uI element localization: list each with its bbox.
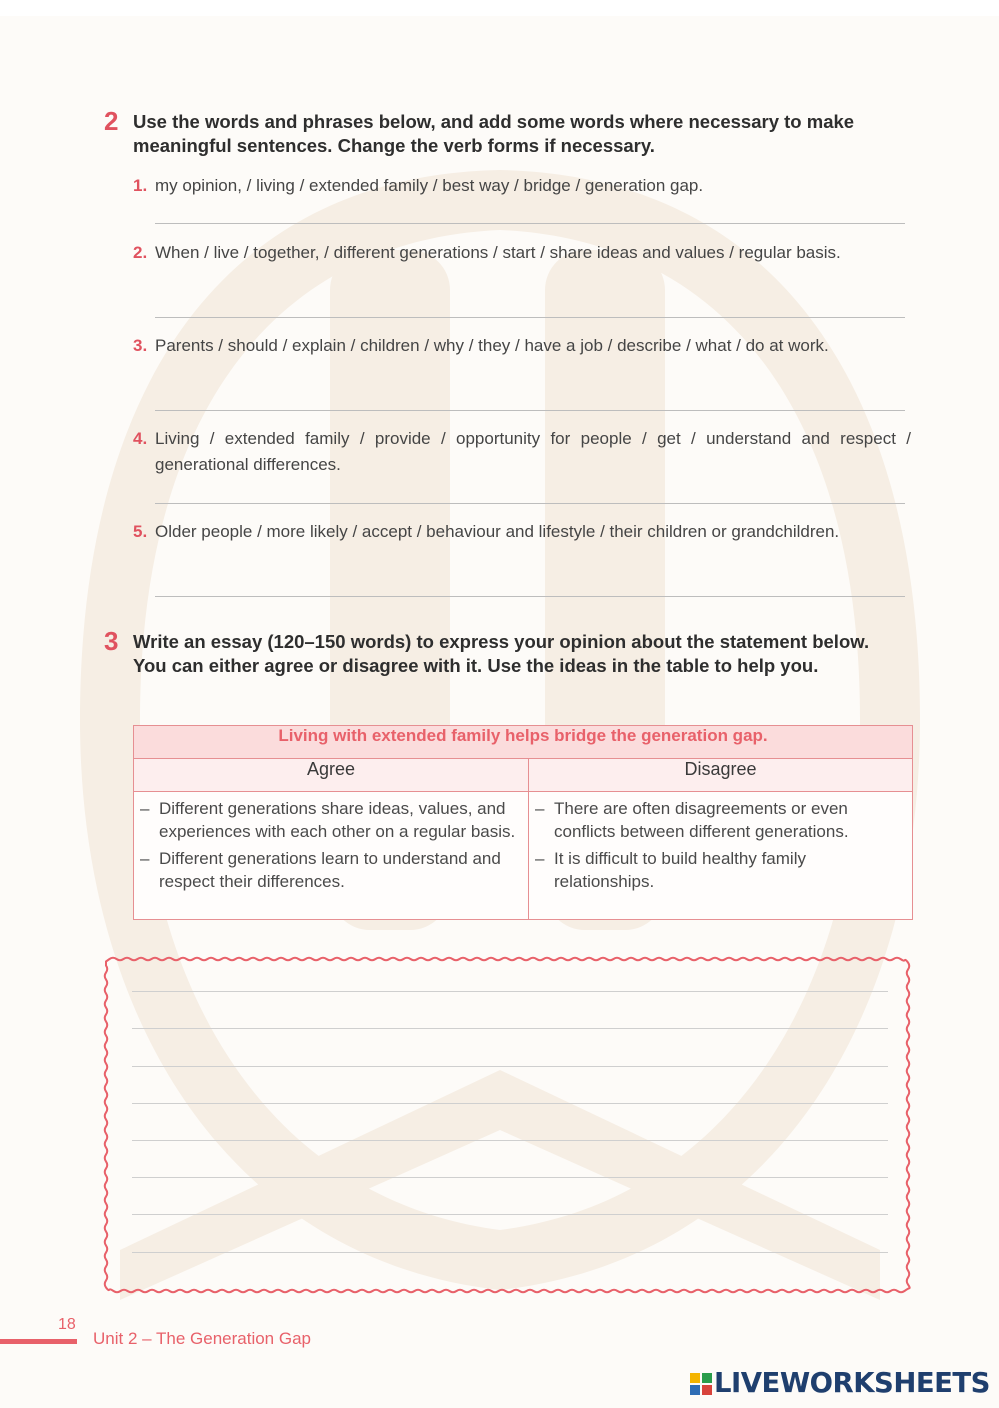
exercise-item-prompt: When / live / together, / different generations / start / share ideas and values / regular basis. (155, 243, 841, 262)
bullet-dash: – (535, 849, 545, 868)
essay-writing-frame[interactable] (102, 955, 912, 1295)
bullet-dash: – (535, 799, 545, 818)
bullet-dash: – (140, 849, 150, 868)
answer-line-4[interactable] (155, 503, 905, 504)
table-header-disagree: Disagree (529, 759, 913, 792)
exercise-item-4 (133, 426, 911, 478)
disagree-point-1 (533, 797, 908, 843)
essay-line[interactable] (132, 1103, 888, 1104)
table-statement: Living with extended family helps bridge the generation gap. (134, 726, 913, 759)
task-2-instruction: Use the words and phrases below, and add some words where necessary to make meaningful sentences. Change the verb forms if necessary. (133, 111, 855, 156)
table-header-agree: Agree (134, 759, 529, 792)
essay-line[interactable] (132, 1028, 888, 1029)
answer-line-1[interactable] (155, 223, 905, 224)
exercise-item-1 (133, 173, 911, 199)
disagree-point-text: It is difficult to build healthy family relationships. (554, 849, 806, 891)
brand-name: LIVEWORKSHEETS (714, 1367, 990, 1399)
footer-accent-bar (0, 1339, 77, 1344)
essay-line[interactable] (132, 1214, 888, 1215)
disagree-point-2 (533, 847, 908, 893)
essay-line[interactable] (132, 1066, 888, 1067)
liveworksheets-logo-icon (690, 1373, 712, 1395)
exercise-item-prompt: Parents / should / explain / children / why / they / have a job / describe / what / do at work. (155, 336, 829, 355)
unit-title: Unit 2 – The Generation Gap (93, 1329, 311, 1348)
essay-line[interactable] (132, 1177, 888, 1178)
exercise-item-number: 1. (133, 176, 148, 195)
exercise-item-prompt: Older people / more likely / accept / behaviour and lifestyle / their children or grandchildren. (155, 522, 840, 541)
exercise-item-3 (133, 333, 911, 359)
exercise-item-number: 5. (133, 522, 148, 541)
essay-line[interactable] (132, 991, 888, 992)
page-number: 18 (58, 1316, 76, 1333)
exercise-item-2 (133, 240, 911, 266)
answer-line-5[interactable] (155, 596, 905, 597)
answer-line-2[interactable] (155, 317, 905, 318)
agree-point-text: Different generations learn to understand and respect their differences. (159, 849, 501, 891)
exercise-item-number: 2. (133, 243, 148, 262)
task-3-number: 3 (104, 626, 119, 656)
essay-line[interactable] (132, 1140, 888, 1141)
opinion-table (133, 725, 913, 920)
bullet-dash: – (140, 799, 150, 818)
exercise-item-prompt: Living / extended family / provide / opportunity for people / get / understand and respect / generational differences. (155, 429, 911, 474)
answer-line-3[interactable] (155, 410, 905, 411)
exercise-item-number: 3. (133, 336, 148, 355)
agree-point-text: Different generations share ideas, values, and experiences with each other on a regular basis. (159, 799, 516, 841)
exercise-item-prompt: my opinion, / living / extended family / best way / bridge / generation gap. (155, 176, 704, 195)
agree-column (134, 792, 529, 920)
task-2-number: 2 (104, 106, 119, 136)
essay-line[interactable] (132, 1252, 888, 1253)
disagree-column (529, 792, 913, 920)
exercise-item-number: 4. (133, 429, 148, 448)
agree-point-2 (138, 847, 524, 893)
task-3-instruction: Write an essay (120–150 words) to express your opinion about the statement below. You can either agree or disagree with it. Use the ideas in the table to help you. (133, 631, 870, 676)
disagree-point-text: There are often disagreements or even conflicts between different generations. (554, 799, 849, 841)
exercise-item-5 (133, 519, 911, 545)
agree-point-1 (138, 797, 524, 843)
